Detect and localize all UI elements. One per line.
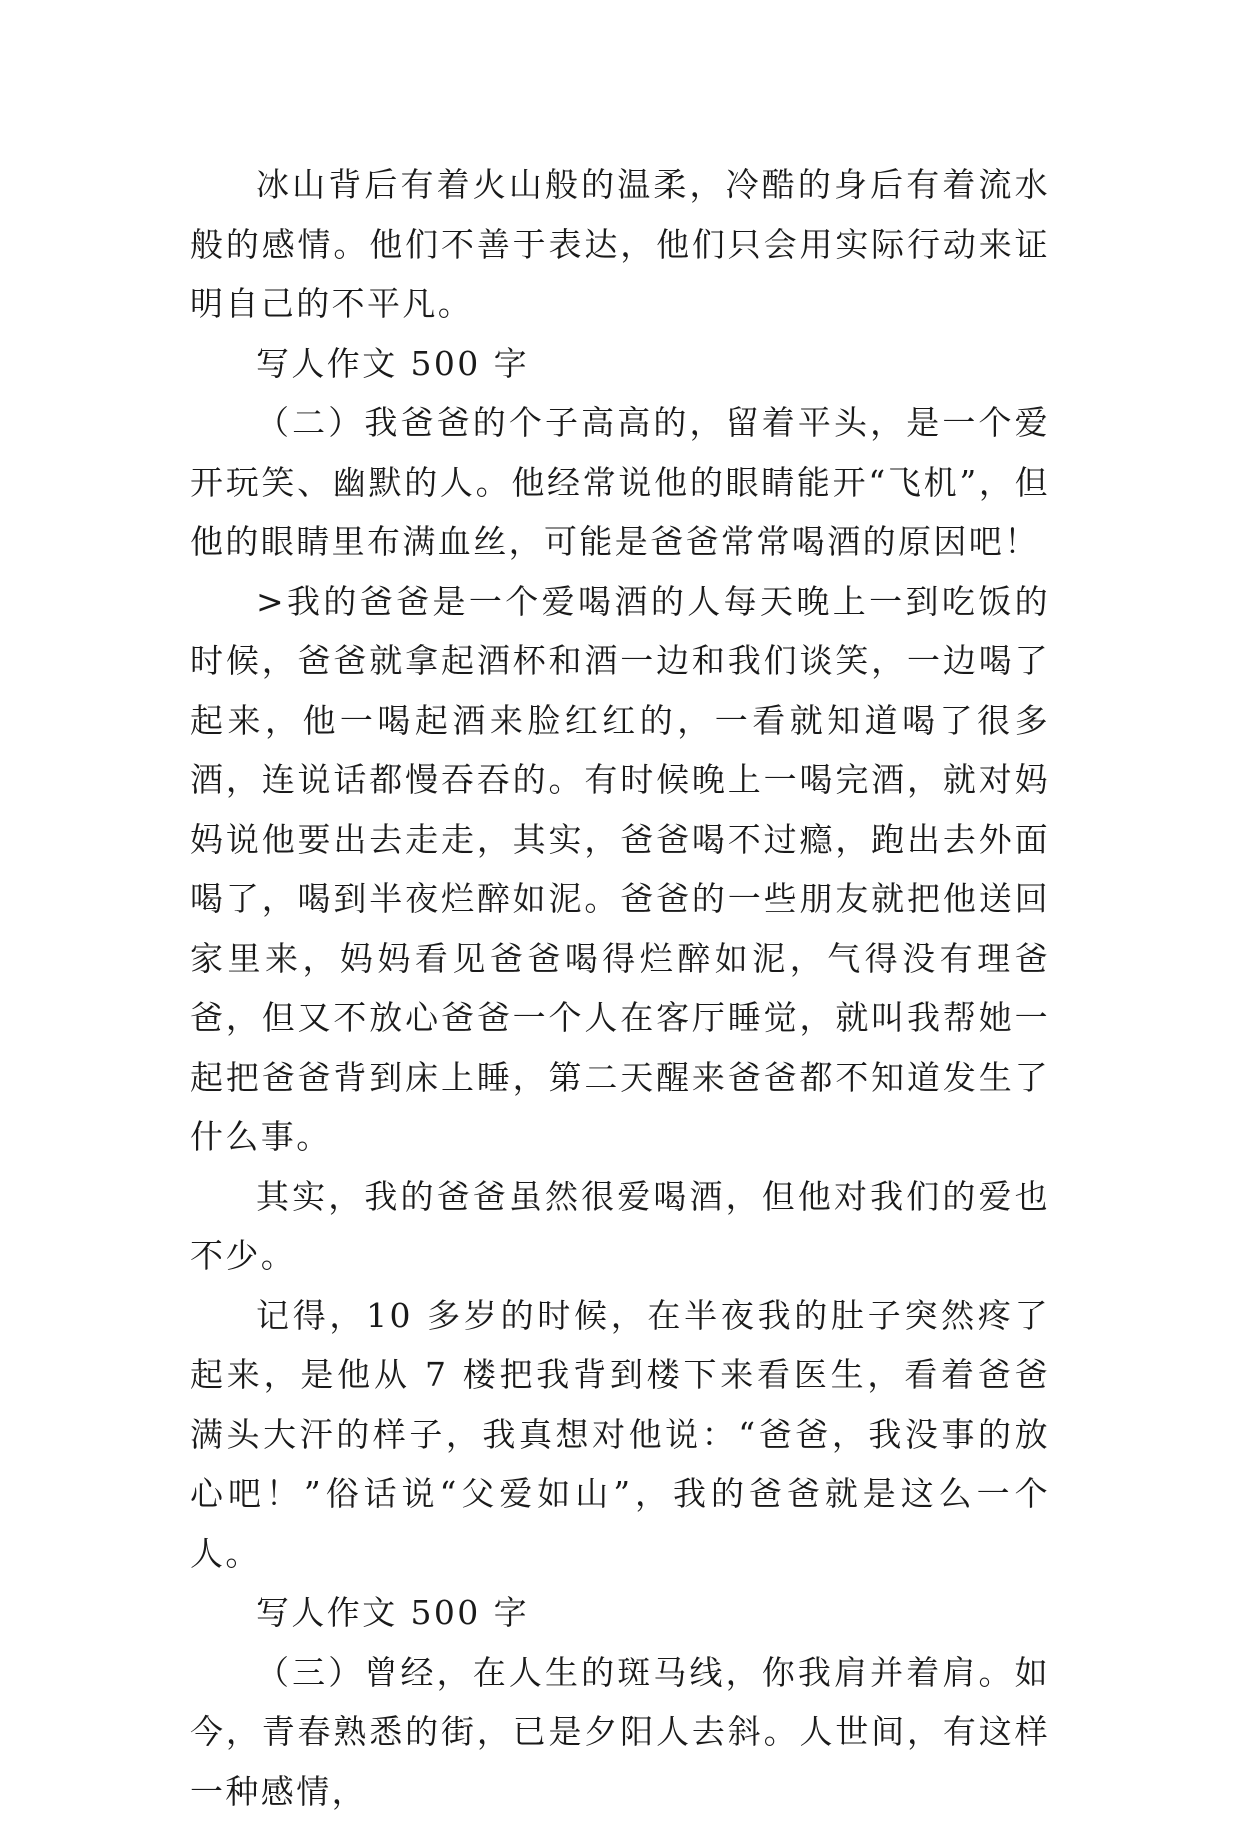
section-heading: 写人作文 500 字: [190, 1583, 1050, 1643]
paragraph-intro: 冰山背后有着火山般的温柔，冷酷的身后有着流水般的感情。他们不善于表达，他们只会用实际行动来证明自己的不平凡。: [190, 155, 1050, 334]
section-heading: 写人作文 500 字: [190, 334, 1050, 394]
paragraph: （三）曾经，在人生的斑马线，你我肩并着肩。如今，青春熟悉的街，已是夕阳人去斜。人世间，有这样一种感情，: [190, 1643, 1050, 1821]
paragraph: （二）我爸爸的个子高高的，留着平头，是一个爱开玩笑、幽默的人。他经常说他的眼睛能开“飞机”，但他的眼睛里布满血丝，可能是爸爸常常喝酒的原因吧！: [190, 393, 1050, 572]
paragraph: >我的爸爸是一个爱喝酒的人每天晚上一到吃饭的时候，爸爸就拿起酒杯和酒一边和我们谈笑，一边喝了起来，他一喝起酒来脸红红的，一看就知道喝了很多酒，连说话都慢吞吞的。有时候晚上一喝完酒，就对妈妈说他要出去走走，其实，爸爸喝不过瘾，跑出去外面喝了，喝到半夜烂醉如泥。爸爸的一些朋友就把他送回家里来，妈妈看见爸爸喝得烂醉如泥，气得没有理爸爸，但又不放心爸爸一个人在客厅睡觉，就叫我帮她一起把爸爸背到床上睡，第二天醒来爸爸都不知道发生了什么事。: [190, 572, 1050, 1167]
paragraph: 其实，我的爸爸虽然很爱喝酒，但他对我们的爱也不少。: [190, 1167, 1050, 1286]
document-body: [190, 155, 1050, 1821]
paragraph: 记得，10 多岁的时候，在半夜我的肚子突然疼了起来，是他从 7 楼把我背到楼下来看医生，看着爸爸满头大汗的样子，我真想对他说：“爸爸，我没事的放心吧！”俗话说“父爱如山”，我的爸爸就是这么一个人。: [190, 1286, 1050, 1584]
